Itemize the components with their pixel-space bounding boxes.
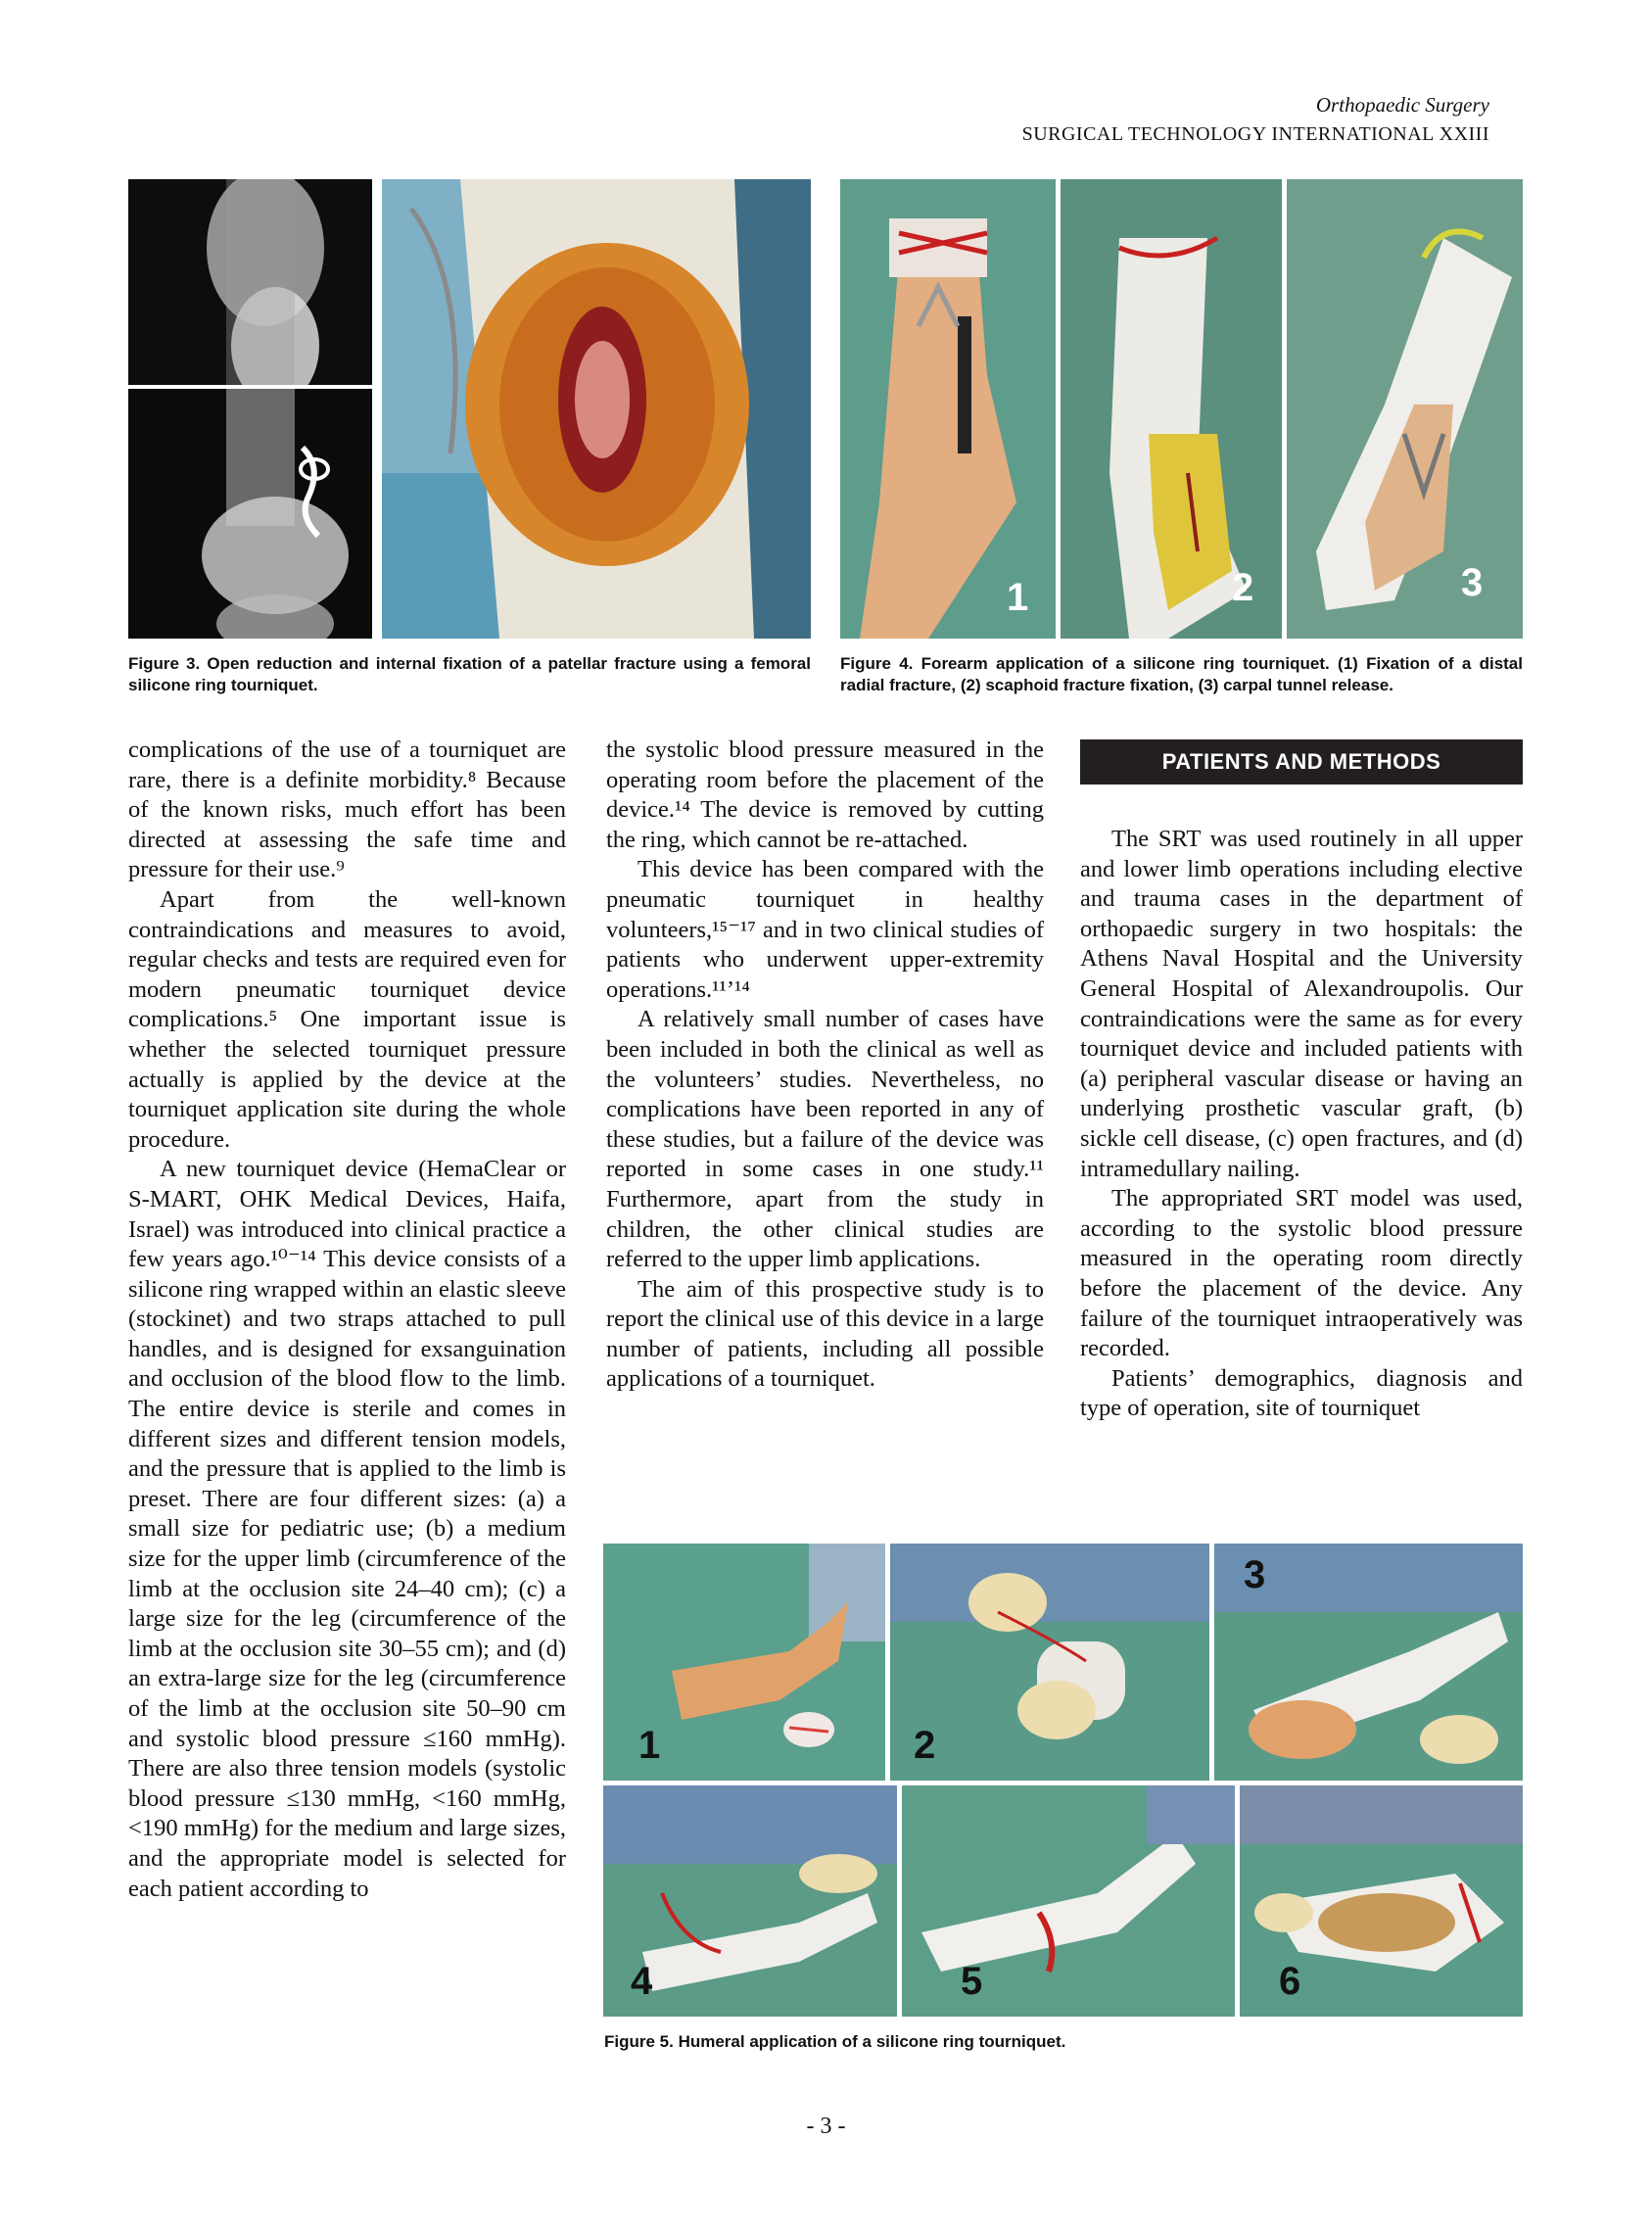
page-number: - 3 - [806,2114,846,2139]
figure5-panel-2-label: 2 [914,1724,936,1767]
figure5-caption: Figure 5. Humeral application of a silicone ring tourniquet. [604,2032,1066,2051]
figure5-panel-4-label: 4 [631,1960,653,2003]
figure4-panel-2-label: 2 [1232,566,1254,609]
column3-paragraph-3: Patients’ demographics, diagnosis and type of operation, site of tourniquet [1080,1364,1523,1422]
figure5-panel-5 [902,1785,1235,2017]
figure3-surgical-photo [382,179,811,639]
figure4-panel-2 [1061,179,1282,639]
figure5-panel-1 [603,1544,885,1781]
figure5-panel-5-label: 5 [961,1960,983,2003]
figure5-panel-4 [603,1785,897,2017]
figure4-panel-1-label: 1 [1007,576,1029,619]
figure3-xray-bottom [128,389,372,639]
figure3-xray-top [128,179,372,385]
figure3-caption: Figure 3. Open reduction and internal fixation of a patellar fracture using a femoral silicone ring tourniquet. [128,654,811,694]
figure5-panel-6-label: 6 [1279,1960,1301,2003]
body-column-2 [606,736,1044,1395]
figure4-panel-3 [1287,179,1523,639]
figure4-panel-1 [840,179,1056,639]
figure5-panel-1-label: 1 [638,1724,661,1767]
body-column-1 [128,736,566,1904]
figure5-panel-3-label: 3 [1244,1553,1266,1596]
figure4-panel-3-label: 3 [1461,561,1484,604]
figure5-panel-2 [890,1544,1209,1781]
column1-paragraph-3: A new tourniquet device (HemaClear or S-MART, OHK Medical Devices, Haifa, Israel) was introduced into clinical practice a few years ago.¹⁰⁻¹⁴ This device consists of a silicone ring wrapped within an elastic sleeve (stockinet) and two straps attached to pull handles, and is designed for exsanguination and occlusion of the blood flow to the limb. The entire device is sterile and comes in different sizes and different tension models, and the pressure that is applied to the limb is preset. There are four different sizes: (a) a small size for pediatric use; (b) a medium size for the upper limb (circumference of the limb at the occlusion site 24–40 cm); (c) a large size for the leg (circumference of the limb at the occlusion site 30–55 cm); and (d) an extra-large size for the leg (circumference of the limb at the occlusion site 50–90 cm and systolic blood pressure ≤160 mmHg). There are also three tension models (systolic blood pressure ≤130 mmHg, <160 mmHg, <190 mmHg) for the medium and large sizes, and the appropriate model is selected for each patient according to [128,1156,566,1902]
column1-paragraph-2: Apart from the well-known contraindications and measures to avoid, regular checks and tests are required even for modern pneumatic tourniquet device complications.⁵ One important issue is whether the selected tourniquet pressure actually is applied by the device at the tourniquet application site during the whole procedure. [128,885,566,1153]
journal-title: SURGICAL TECHNOLOGY INTERNATIONAL XXIII [1021,123,1489,145]
journal-section-label: Orthopaedic Surgery [1315,93,1489,117]
column2-paragraph-3: A relatively small number of cases have been included in both the clinical as well as the volunteers’ studies. Nevertheless, no complications have been reported in any of these studies, but a failure of the device was reported in some cases in one study.¹¹ Furthermore, apart from the study in children, the other clinical studies are referred to the upper limb applications. [606,1006,1044,1273]
body-column-3 [1080,825,1523,1424]
section-heading: PATIENTS AND METHODS [1080,739,1523,785]
column1-paragraph-1: complications of the use of a tourniquet are rare, there is a definite morbidity.⁸ Because of the known risks, much effort has been directed at assessing the safe time and pressure for their use.⁹ [128,737,566,883]
figure4-caption: Figure 4. Forearm application of a silicone ring tourniquet. (1) Fixation of a distal radial fracture, (2) scaphoid fracture fixation, (3) carpal tunnel release. [840,654,1523,694]
figure5-panel-3 [1214,1544,1523,1781]
column2-paragraph-2: This device has been compared with the pneumatic tourniquet in healthy volunteers,¹⁵⁻¹⁷ and in two clinical studies of patients who underwent upper-extremity operations.¹¹ʼ¹⁴ [606,856,1044,1003]
figure5-panel-6 [1240,1785,1523,2017]
column3-paragraph-1: The SRT was used routinely in all upper and lower limb operations including elective and trauma cases in the department of orthopaedic surgery in two hospitals: the Athens Naval Hospital and the University General Hospital of Alexandroupolis. Our contraindications were the same as for every tourniquet device and included patients with (a) peripheral vascular disease or having an underlying prosthetic vascular graft, (b) sickle cell disease, (c) open fractures, and (d) intramedullary nailing. [1080,826,1523,1182]
column3-paragraph-2: The appropriated SRT model was used, according to the systolic blood pressure measured in the operating room directly before the placement of the device. Any failure of the tourniquet intraoperatively was recorded. [1080,1185,1523,1362]
column2-paragraph-4: The aim of this prospective study is to report the clinical use of this device in a large number of patients, including all possible applications of a tourniquet. [606,1275,1044,1393]
column2-paragraph-1: the systolic blood pressure measured in the operating room before the placement of the device.¹⁴ The device is removed by cutting the ring, which cannot be re-attached. [606,737,1044,853]
